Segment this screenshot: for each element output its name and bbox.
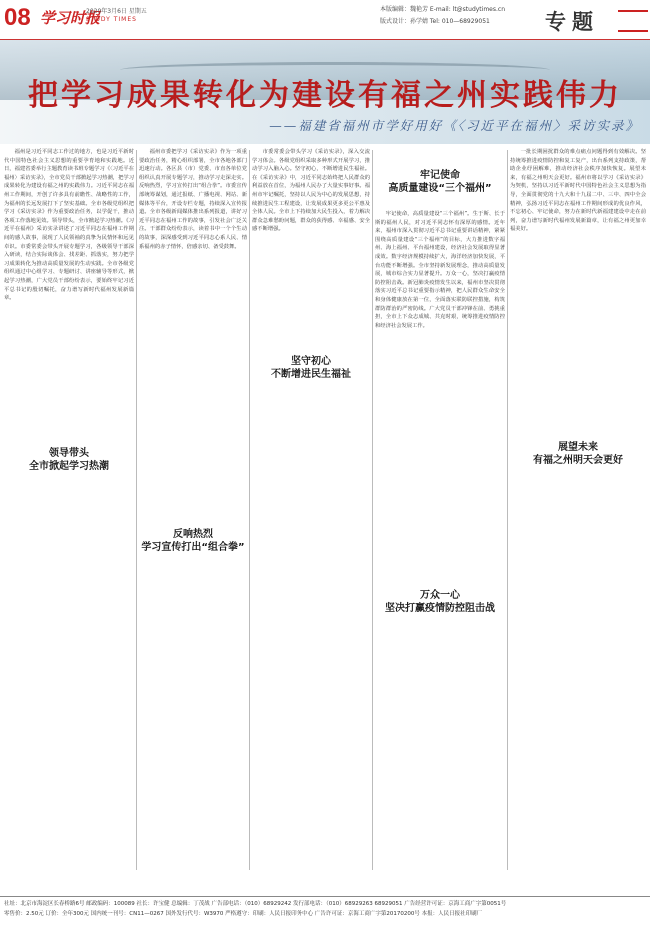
article-text: 牢记使命，高质量建设“三个福州”。生于斯、长于斯的福州人民，对习近平同志怀有深厚的感情。近年来，福州市深入贯彻习近平总书记重要讲话精神，紧紧围绕高质量建设“三个福州”的目标，大力推进数字福州、海上福州、平台福州建设，经济社会发展取得显著成效。数字经济规模持续扩大，海洋经济加快发展，平台功能不断增强。全市坚持新发展理念，推动高质量发展，城市综合实力显著提升。万众一心，坚决打赢疫情防控阻击战。新冠肺炎疫情发生以来，福州市坚决贯彻落实习近平总书记重要指示精神，把人民群众生命安全和身体健康放在第一位，全面落实联防联控措施，构筑群防群治的严密防线。广大党员干部冲锋在前、勇挑重担，全市上下众志成城、共克时艰，统筹推进疫情防控和经济社会发展工作。 [375, 211, 505, 329]
editor-info [380, 4, 520, 28]
article-column-4 [375, 210, 505, 580]
page-number: 08 [4, 4, 31, 31]
subheading-line: 坚决打赢疫情防控阻击战 [385, 603, 495, 614]
newspaper-logo-en: STUDY TIMES [86, 16, 137, 23]
designer-line: 版式设计：孙学婧 Tel: 010—68929051 [380, 18, 490, 25]
article-text: 市委常委会带头学习《采访实录》，深入交流学习体会。各级党组织采取多种形式开展学习，推动学习入脑入心。坚守初心，不断增进民生福祉。在《采访实录》中，习近平同志始终把人民群众的利益放在首位，为福州人民办了大量实事好事。福州市牢记嘱托，坚持以人民为中心的发展思想，持续推进民生工程建设，让发展成果更多更公平惠及全体人民。全市上下持续加大民生投入，着力解决群众急难愁盼问题，群众的获得感、幸福感、安全感不断增强。 [252, 149, 370, 233]
subheading-mission [375, 166, 505, 198]
article-text: 福州是习近平同志工作过的地方，也是习近平新时代中国特色社会主义思想的重要孕育地和实践地。近日，福建省委举行主题教育读书班专题学习《〈习近平在福州〉采访实录》，全市党员干部掀起学习热潮，把学习成果转化为建设有福之州的实践伟力。习近平同志在福州工作期间，开创了许多具有前瞻性、战略性的工作，为福州的长远发展打下了坚实基础。全市各级党组织把学习《采访实录》作为重要政治任务，以学促干，推动各项工作落地见效。领导带头，全市掀起学习热潮。《习近平在福州》采访实录讲述了习近平同志在福州工作期间的感人故事，展现了人民领袖的真挚为民情怀和远见卓识。市委常委会带头开展专题学习，各级领导干部深入研读，结合实际谈体会、找差距、抓落实，努力把学习成果转化为推动高质量发展的生动实践。全市各级党组织通过中心组学习、专题研讨、讲座辅导等形式，掀起学习热潮，广大党员干部纷纷表示，要始终牢记习近平总书记的殷切嘱托，奋力谱写新时代福州发展新篇章。 [4, 149, 134, 302]
article-column-1 [4, 148, 134, 868]
column-divider [136, 150, 137, 870]
issue-date: 2020年3月6日 星期五 [86, 8, 147, 15]
subheading-future [510, 438, 646, 470]
subheadline: ——福建省福州市学好用好《〈习近平在福州〉采访实录》 [269, 118, 640, 133]
subheading-line: 高质量建设“三个福州” [388, 183, 492, 194]
subheading-line: 全市掀起学习热潮 [29, 461, 109, 472]
subheading-line: 学习宣传打出“组合拳” [141, 542, 245, 553]
subheading-line: 万众一心 [420, 590, 460, 601]
column-divider [507, 150, 508, 870]
imprint-line-1: 社址：北京市海淀区长春桥路6号 邮政编码：100089 社长：许宝健 总编辑：丁茂战 广告部电话：（010）68929242 发行部电话：（010）68929263 68929051 广告经营许可证：京海工商广字第0051号 [4, 901, 507, 907]
article-column-3 [252, 148, 370, 868]
subheading-line: 不断增进民生福祉 [271, 369, 351, 380]
masthead [0, 0, 650, 40]
subheading-line: 反响热烈 [173, 529, 213, 540]
headline: 把学习成果转化为建设有福之州实践伟力 [28, 78, 622, 113]
subheading-people [252, 352, 370, 384]
newspaper-logo: 学习时报 [40, 9, 101, 27]
subheading-response [139, 525, 247, 557]
imprint-line-2: 零售价：2.50元 订价：全年300元 国内统一刊号：CN11—0267 国外发行代号：W3970 严格遵守：印刷：人民日报印务中心 广告许可证：京海工商广字第20170200号 本报：人民日报社印刷厂 [4, 911, 483, 917]
headline-banner [0, 40, 650, 144]
subheading-line: 有福之州明天会更好 [533, 455, 623, 466]
subheading-line: 牢记使命 [420, 170, 460, 181]
section-title: 专题 [545, 9, 599, 34]
subheading-epidemic [375, 586, 505, 618]
subheading-line: 展望未来 [558, 442, 598, 453]
article-column-2 [139, 148, 247, 868]
subheading-leadership [4, 444, 134, 476]
subheading-line: 坚守初心 [291, 356, 331, 367]
article-column-5 [510, 148, 646, 868]
imprint-footer [0, 896, 650, 929]
column-divider [249, 150, 250, 870]
article-text: 福州市委把学习《采访实录》作为一项重要政治任务，精心组织部署，全市各地各部门迅速行动。各区县（市）党委、市直各单位党组织认真开展专题学习，推动学习走深走实。反响热烈，学习宣传打出“组合拳”。市委宣传部统筹谋划，通过报纸、广播电视、网站、新媒体等平台，开设专栏专题，持续深入宣传报道。全市各级新闻媒体推出系列报道，讲好习近平同志在福州工作的故事，引发社会广泛关注。干部群众纷纷表示，读着书中一个个生动的故事，深深感受到习近平同志心系人民、情系福州的赤子情怀，倍感亲切、备受鼓舞。 [139, 149, 247, 250]
article-text: 一批长期困扰群众的难点痛点问题得到有效解决。坚持统筹推进疫情防控和复工复产，出台系列支持政策，帮助企业纾困解难，推动经济社会秩序加快恢复。展望未来，有福之州明天会更好。福州市将以学习《采访实录》为契机，坚持以习近平新时代中国特色社会主义思想为指导，全面贯彻党的十九大和十九届二中、三中、四中全会精神，弘扬习近平同志在福州工作期间形成的优良作风，不忘初心、牢记使命，努力在新时代新福建建设中走在前列，奋力谱写新时代福州发展新篇章，让有福之州更加幸福美好。 [510, 149, 646, 233]
section-decoration [618, 10, 648, 32]
column-divider [372, 150, 373, 870]
editor-line: 本版编辑：魏艳芳 E-mail: lt@studytimes.cn [380, 6, 505, 13]
subheading-line: 领导带头 [49, 448, 89, 459]
